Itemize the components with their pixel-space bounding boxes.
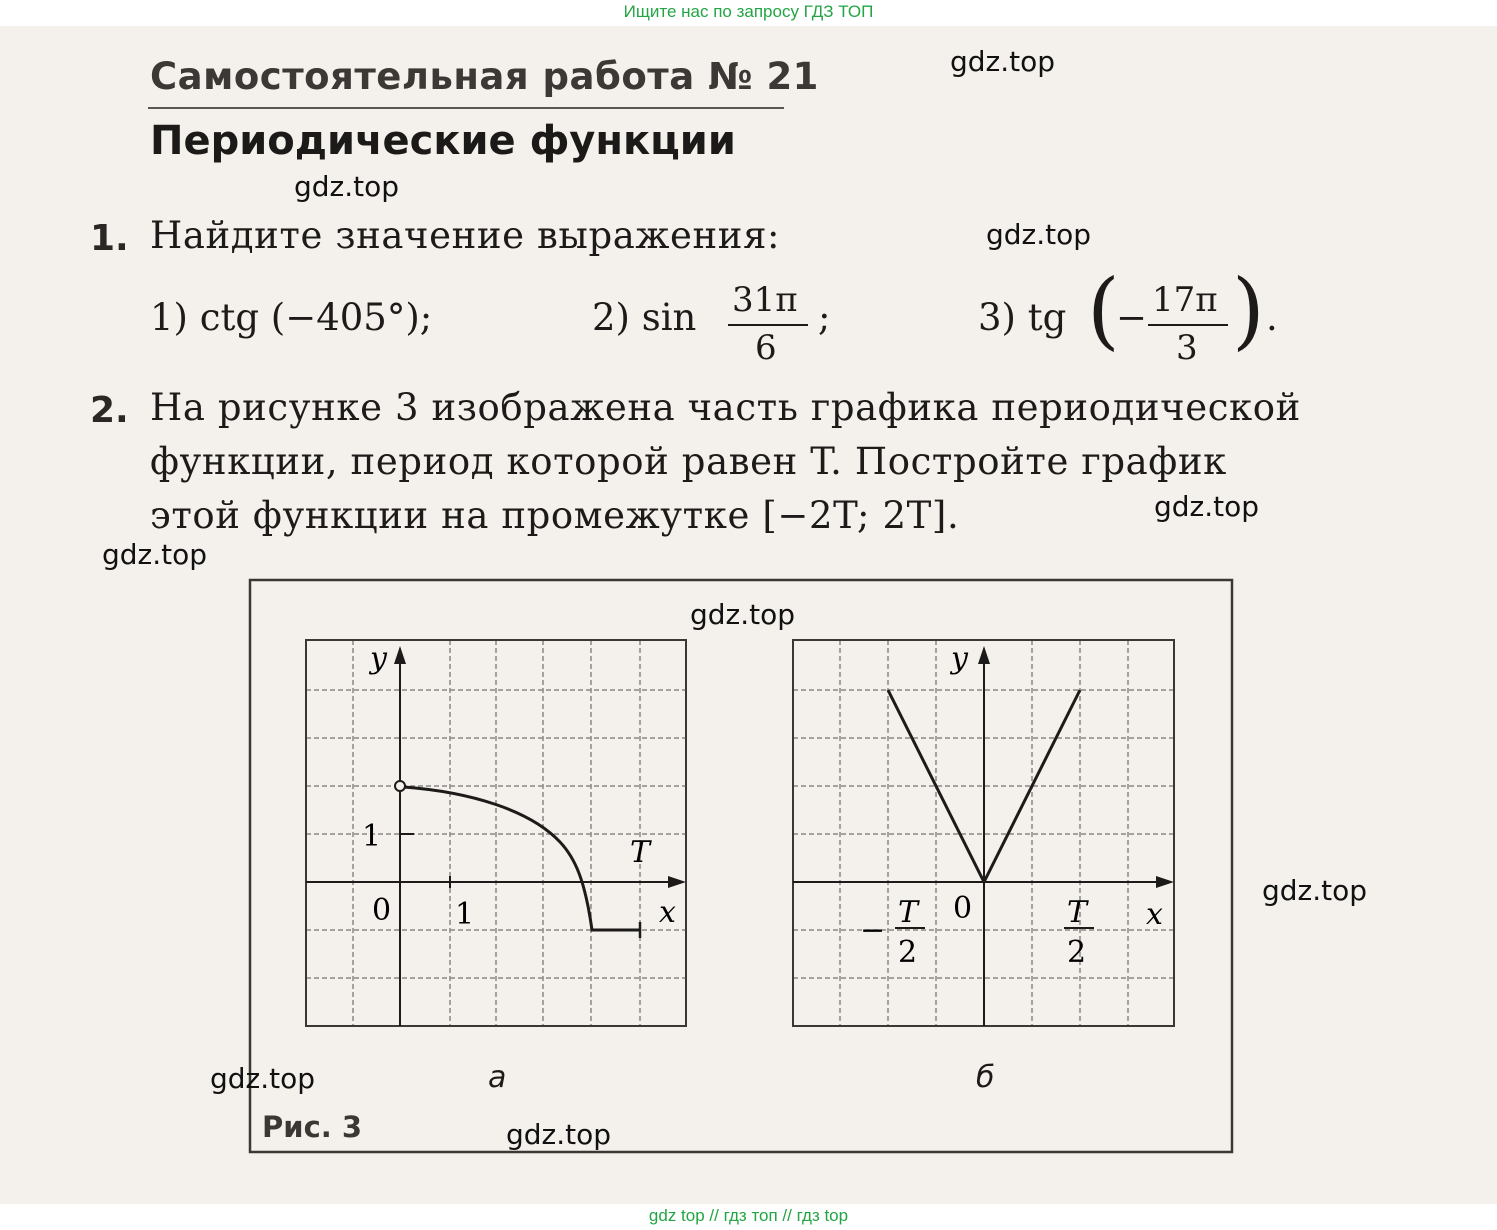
watermark: gdz.top xyxy=(690,598,796,631)
watermark: gdz.top xyxy=(1262,874,1368,907)
graph-b-caption: б xyxy=(976,1060,995,1095)
task1-item3-sign: − xyxy=(1116,296,1148,339)
graph-b-y-arrow xyxy=(978,646,990,664)
watermark: gdz.top xyxy=(210,1062,316,1095)
graph-a-x-label: x xyxy=(659,895,676,930)
watermark: gdz.top xyxy=(986,218,1092,251)
graph-a-open-point xyxy=(395,781,405,791)
task2-line3: этой функции на промежутке [−2T; 2T]. xyxy=(150,494,960,537)
topic-title: Периодические функции xyxy=(150,118,736,164)
task1-number: 1. xyxy=(90,218,129,259)
graph-b-zero-label: 0 xyxy=(953,891,973,926)
task1-item3-label: 3) tg xyxy=(978,296,1067,339)
task1-item3-left-paren: ( xyxy=(1087,261,1120,359)
graph-b-x-arrow xyxy=(1156,876,1174,888)
task2-number: 2. xyxy=(90,390,129,431)
task2-line1: На рисунке 3 изображена часть графика периодической xyxy=(150,386,1301,429)
graph-b-y-label: y xyxy=(951,641,968,676)
task2-line2: функции, период которой равен T. Постройте график xyxy=(150,440,1227,483)
graph-b-neg-sign: − xyxy=(860,913,886,948)
graph-b-pos-den: 2 xyxy=(1067,935,1087,970)
task1-item3-right-paren: ) xyxy=(1232,261,1265,359)
graph-b-x-label: x xyxy=(1146,897,1163,932)
graph-a-y-arrow xyxy=(394,646,406,664)
graph-a-one-x-label: 1 xyxy=(455,897,475,932)
graph-a-curve xyxy=(404,787,640,930)
graph-b-pos-T: T xyxy=(1067,895,1088,930)
watermark: gdz.top xyxy=(294,170,400,203)
graph-a-T-label: T xyxy=(630,835,651,870)
figure-label: Рис. 3 xyxy=(262,1110,363,1144)
task1-item3-end: . xyxy=(1266,296,1278,339)
task1-item2-end: ; xyxy=(818,296,831,339)
work-title: Самостоятельная работа № 21 xyxy=(150,55,819,98)
graph-a-y-label: y xyxy=(370,641,387,676)
graph-b-neg-T: T xyxy=(898,895,919,930)
watermark: gdz.top xyxy=(950,45,1056,78)
figure-frame xyxy=(250,580,1232,1152)
task1-item2-denominator: 6 xyxy=(755,328,777,368)
task1-item1: 1) ctg (−405°); xyxy=(150,296,433,339)
watermark: gdz.top xyxy=(102,538,208,571)
graph-b-neg-den: 2 xyxy=(898,935,918,970)
watermark: gdz.top xyxy=(1154,490,1260,523)
bottom-banner[interactable]: gdz top // гдз топ // гдз top xyxy=(0,1204,1497,1230)
task1-prompt: Найдите значение выражения: xyxy=(150,214,781,257)
graph-a-caption: а xyxy=(488,1060,507,1095)
task1-item3-numerator: 17π xyxy=(1152,280,1218,320)
graph-a-one-y-label: 1 xyxy=(362,819,382,854)
task1-item3-denominator: 3 xyxy=(1176,328,1198,368)
graph-a-x-arrow xyxy=(668,876,686,888)
top-banner[interactable]: Ищите нас по запросу ГДЗ ТОП xyxy=(0,0,1497,26)
graph-a-zero-label: 0 xyxy=(372,893,392,928)
watermark: gdz.top xyxy=(506,1118,612,1151)
task1-item2-label: 2) sin xyxy=(592,296,697,339)
task1-item2-numerator: 31π xyxy=(732,280,798,320)
